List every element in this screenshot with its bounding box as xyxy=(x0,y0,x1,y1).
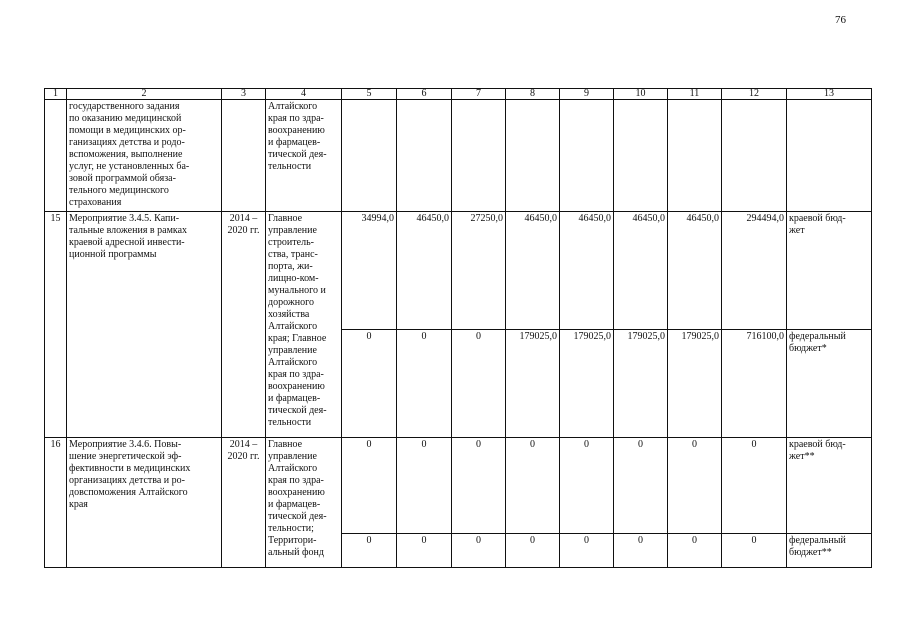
period-cell: 2014 – 2020 гг. xyxy=(222,438,266,568)
value-cell xyxy=(560,100,614,212)
value-cell: 0 xyxy=(342,438,397,534)
funding-source-cell: федеральный бюджет* xyxy=(787,330,872,438)
header-cell: 2 xyxy=(67,89,222,100)
value-cell xyxy=(397,100,452,212)
source-cell xyxy=(787,100,872,212)
value-cell: 0 xyxy=(560,438,614,534)
header-cell: 12 xyxy=(722,89,787,100)
value-cell: 46450,0 xyxy=(614,212,668,330)
value-cell: 0 xyxy=(722,438,787,534)
value-cell: 0 xyxy=(722,534,787,568)
row-number-cell: 16 xyxy=(45,438,67,568)
value-cell: 0 xyxy=(668,534,722,568)
value-cell xyxy=(722,100,787,212)
value-cell: 0 xyxy=(397,534,452,568)
measure-description: Мероприятие 3.4.5. Капи- тальные вложения в рамках краевой адресной инвести- ционной программы xyxy=(67,212,222,438)
value-cell: 0 xyxy=(452,330,506,438)
value-cell xyxy=(506,100,560,212)
value-cell: 0 xyxy=(506,438,560,534)
value-cell xyxy=(614,100,668,212)
value-cell: 0 xyxy=(452,438,506,534)
header-cell: 10 xyxy=(614,89,668,100)
value-cell xyxy=(452,100,506,212)
header-cell: 6 xyxy=(397,89,452,100)
value-cell: 179025,0 xyxy=(560,330,614,438)
executor-cell: Главное управление строитель- ства, транс- порта, жи- лищно-ком- мунального и дорожного хозяйства Алтайского края; Главное управление Алтайского края по здра- воохранению и фармацев- тической дея- тельности xyxy=(266,212,342,438)
table-row-15 xyxy=(45,212,872,330)
header-cell: 13 xyxy=(787,89,872,100)
value-cell: 27250,0 xyxy=(452,212,506,330)
funding-source-cell: краевой бюд- жет** xyxy=(787,438,872,534)
value-cell: 0 xyxy=(342,330,397,438)
program-budget-table xyxy=(44,88,872,568)
table-header-row xyxy=(45,89,872,100)
funding-source-cell: федеральный бюджет** xyxy=(787,534,872,568)
value-cell: 0 xyxy=(452,534,506,568)
page-number: 76 xyxy=(835,14,846,26)
value-cell: 46450,0 xyxy=(397,212,452,330)
value-cell: 0 xyxy=(614,534,668,568)
measure-description: государственного задания по оказанию медицинской помощи в медицинских ор- ганизациях детства и родо- вспоможения, выполнение услуг, не установленных ба- зовой программой обяза- тельного медицинского страхования xyxy=(67,100,222,212)
row-number-cell xyxy=(45,100,67,212)
value-cell: 716100,0 xyxy=(722,330,787,438)
header-cell: 11 xyxy=(668,89,722,100)
header-cell: 3 xyxy=(222,89,266,100)
value-cell: 0 xyxy=(506,534,560,568)
value-cell: 0 xyxy=(560,534,614,568)
value-cell: 46450,0 xyxy=(560,212,614,330)
value-cell: 179025,0 xyxy=(614,330,668,438)
header-cell: 1 xyxy=(45,89,67,100)
value-cell: 179025,0 xyxy=(506,330,560,438)
value-cell xyxy=(668,100,722,212)
period-cell xyxy=(222,100,266,212)
value-cell: 34994,0 xyxy=(342,212,397,330)
header-cell: 5 xyxy=(342,89,397,100)
value-cell: 0 xyxy=(342,534,397,568)
table-row-continuation xyxy=(45,100,872,212)
header-cell: 7 xyxy=(452,89,506,100)
row-number-cell: 15 xyxy=(45,212,67,438)
executor-cell: Алтайского края по здра- воохранению и фармацев- тической дея- тельности xyxy=(266,100,342,212)
header-cell: 8 xyxy=(506,89,560,100)
value-cell: 0 xyxy=(397,330,452,438)
value-cell xyxy=(342,100,397,212)
period-cell: 2014 – 2020 гг. xyxy=(222,212,266,438)
value-cell: 0 xyxy=(397,438,452,534)
header-cell: 4 xyxy=(266,89,342,100)
value-cell: 46450,0 xyxy=(668,212,722,330)
value-cell: 0 xyxy=(614,438,668,534)
value-cell: 179025,0 xyxy=(668,330,722,438)
value-cell: 294494,0 xyxy=(722,212,787,330)
funding-source-cell: краевой бюд- жет xyxy=(787,212,872,330)
header-cell: 9 xyxy=(560,89,614,100)
value-cell: 0 xyxy=(668,438,722,534)
value-cell: 46450,0 xyxy=(506,212,560,330)
executor-cell: Главное управление Алтайского края по здра- воохранению и фармацев- тической дея- тельности; Территори- альный фонд xyxy=(266,438,342,568)
table-row-16 xyxy=(45,438,872,534)
measure-description: Мероприятие 3.4.6. Повы- шение энергетической эф- фективности в медицинских организациях детства и ро- довспоможения Алтайского края xyxy=(67,438,222,568)
